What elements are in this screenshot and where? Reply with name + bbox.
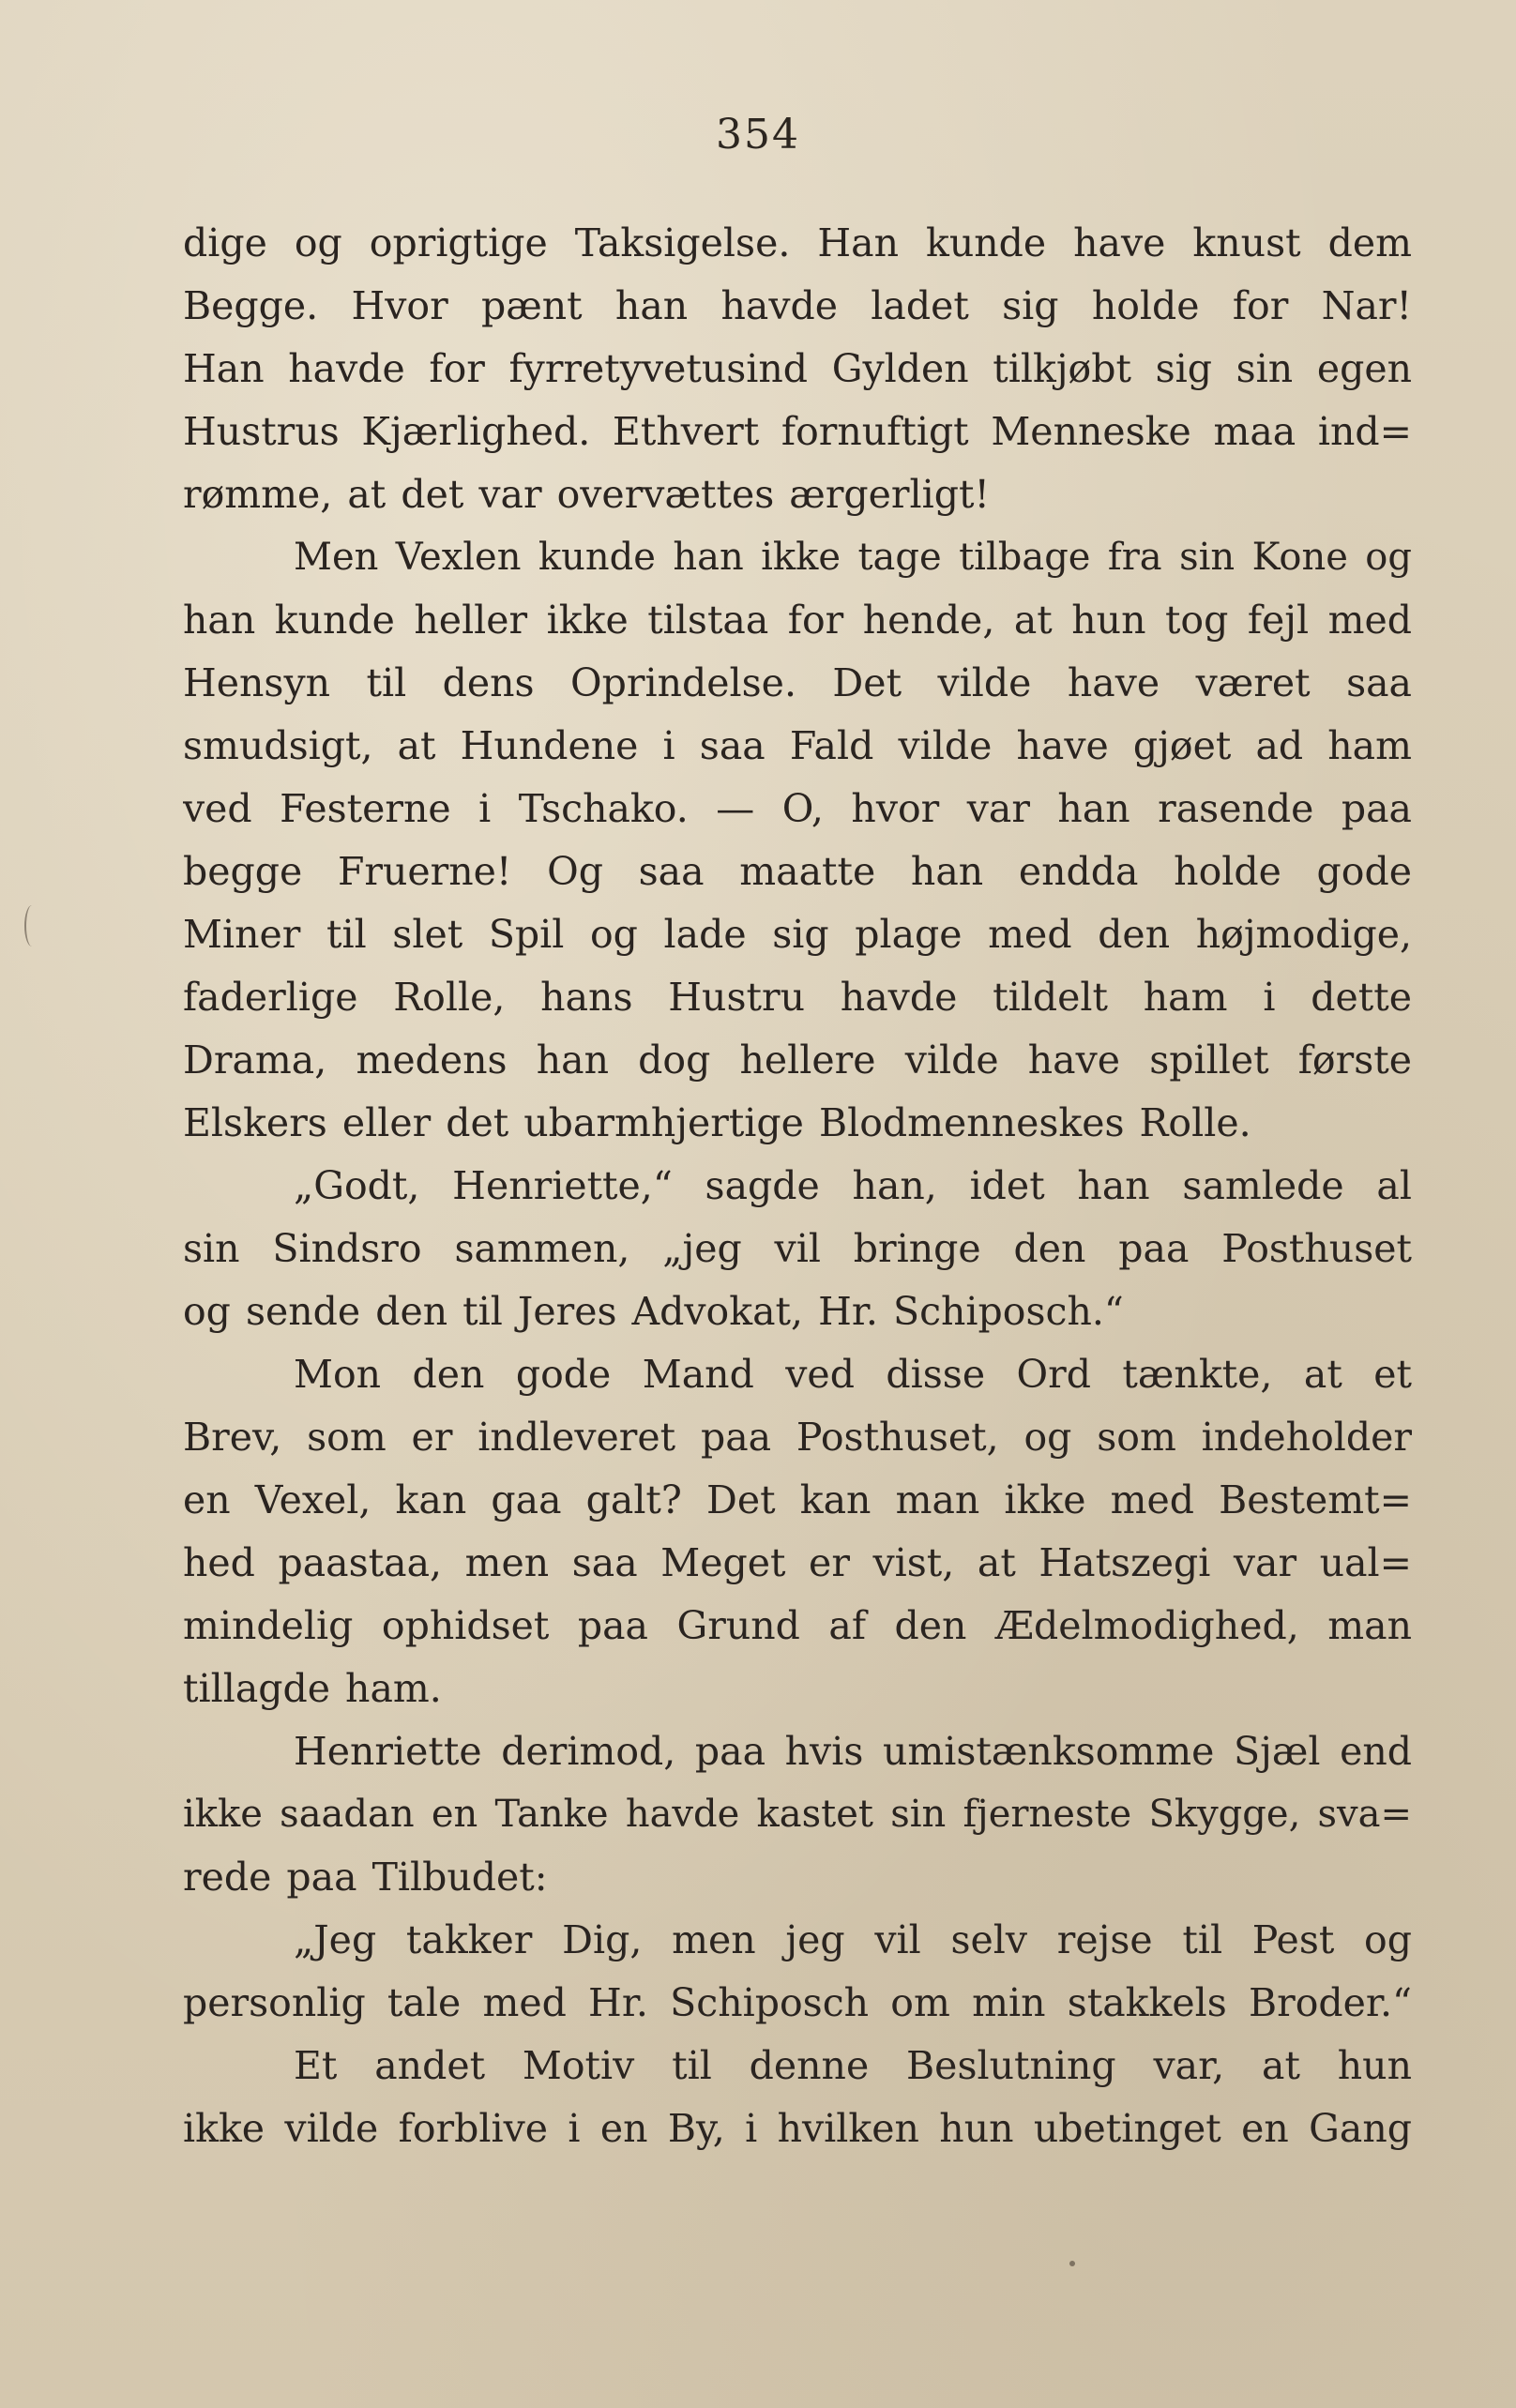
text-line: rømme, at det var overvættes ærgerligt!	[183, 472, 990, 517]
text-line: dige og oprigtige Taksigelse. Han kunde have knust dem	[183, 220, 1412, 265]
margin-mark	[24, 905, 39, 947]
text-line: Hustrus Kjærlighed. Ethvert fornuftigt Menneske maa ind=	[183, 409, 1412, 454]
text-line: Mon den gode Mand ved disse Ord tænkte, at et	[294, 1352, 1412, 1397]
text-line: Miner til slet Spil og lade sig plage med den højmodige,	[183, 912, 1412, 957]
text-line: ikke vilde forblive i en By, i hvilken hun ubetinget en Gang	[183, 2106, 1412, 2151]
text-line: mindelig ophidset paa Grund af den Ædelmodighed, man	[183, 1603, 1412, 1648]
text-line: Et andet Motiv til denne Beslutning var, at hun	[294, 2043, 1412, 2088]
text-line: Hensyn til dens Oprindelse. Det vilde have været saa	[183, 660, 1412, 705]
text-line: „Godt, Henriette,“ sagde han, idet han samlede al	[294, 1163, 1412, 1208]
text-line: „Jeg takker Dig, men jeg vil selv rejse til Pest og	[294, 1917, 1412, 1962]
text-line: sin Sindsro sammen, „jeg vil bringe den paa Posthuset	[183, 1226, 1412, 1271]
text-line: personlig tale med Hr. Schiposch om min stakkels Broder.“	[183, 1980, 1412, 2025]
text-line: faderlige Rolle, hans Hustru havde tildelt ham i dette	[183, 975, 1412, 1020]
text-line: og sende den til Jeres Advokat, Hr. Schiposch.“	[183, 1289, 1124, 1334]
text-line: Drama, medens han dog hellere vilde have spillet første	[183, 1037, 1412, 1083]
text-line: Elskers eller det ubarmhjertige Blodmenneskes Rolle.	[183, 1100, 1251, 1145]
text-line: hed paastaa, men saa Meget er vist, at Hatszegi var ual=	[183, 1540, 1412, 1585]
text-line: Men Vexlen kunde han ikke tage tilbage fra sin Kone og	[294, 536, 1412, 579]
text-line: tillagde ham.	[183, 1666, 442, 1711]
page-number: 354	[716, 111, 800, 159]
text-line: rede paa Tilbudet:	[183, 1855, 548, 1900]
text-line: smudsigt, at Hundene i saa Fald vilde have gjøet ad ham	[183, 723, 1412, 768]
text-line: begge Fruerne! Og saa maatte han endda holde gode	[183, 849, 1412, 894]
text-line: Han havde for fyrretyvetusind Gylden tilkjøbt sig sin egen	[183, 346, 1412, 391]
text-line: Brev, som er indleveret paa Posthuset, og som indeholder	[183, 1415, 1412, 1460]
text-line: Henriette derimod, paa hvis umistænksomme Sjæl end	[294, 1729, 1412, 1774]
text-line: ved Festerne i Tschako. — O, hvor var han rasende paa	[183, 786, 1412, 831]
paper-speck	[1069, 2261, 1075, 2266]
text-line: Begge. Hvor pænt han havde ladet sig holde for Nar!	[183, 283, 1412, 328]
text-line: han kunde heller ikke tilstaa for hende, at hun tog fejl med	[183, 598, 1412, 643]
text-line: en Vexel, kan gaa galt? Det kan man ikke med Bestemt=	[183, 1477, 1412, 1522]
body-text	[183, 212, 1412, 2160]
text-line: ikke saadan en Tanke havde kastet sin fjerneste Skygge, sva=	[183, 1793, 1412, 1836]
